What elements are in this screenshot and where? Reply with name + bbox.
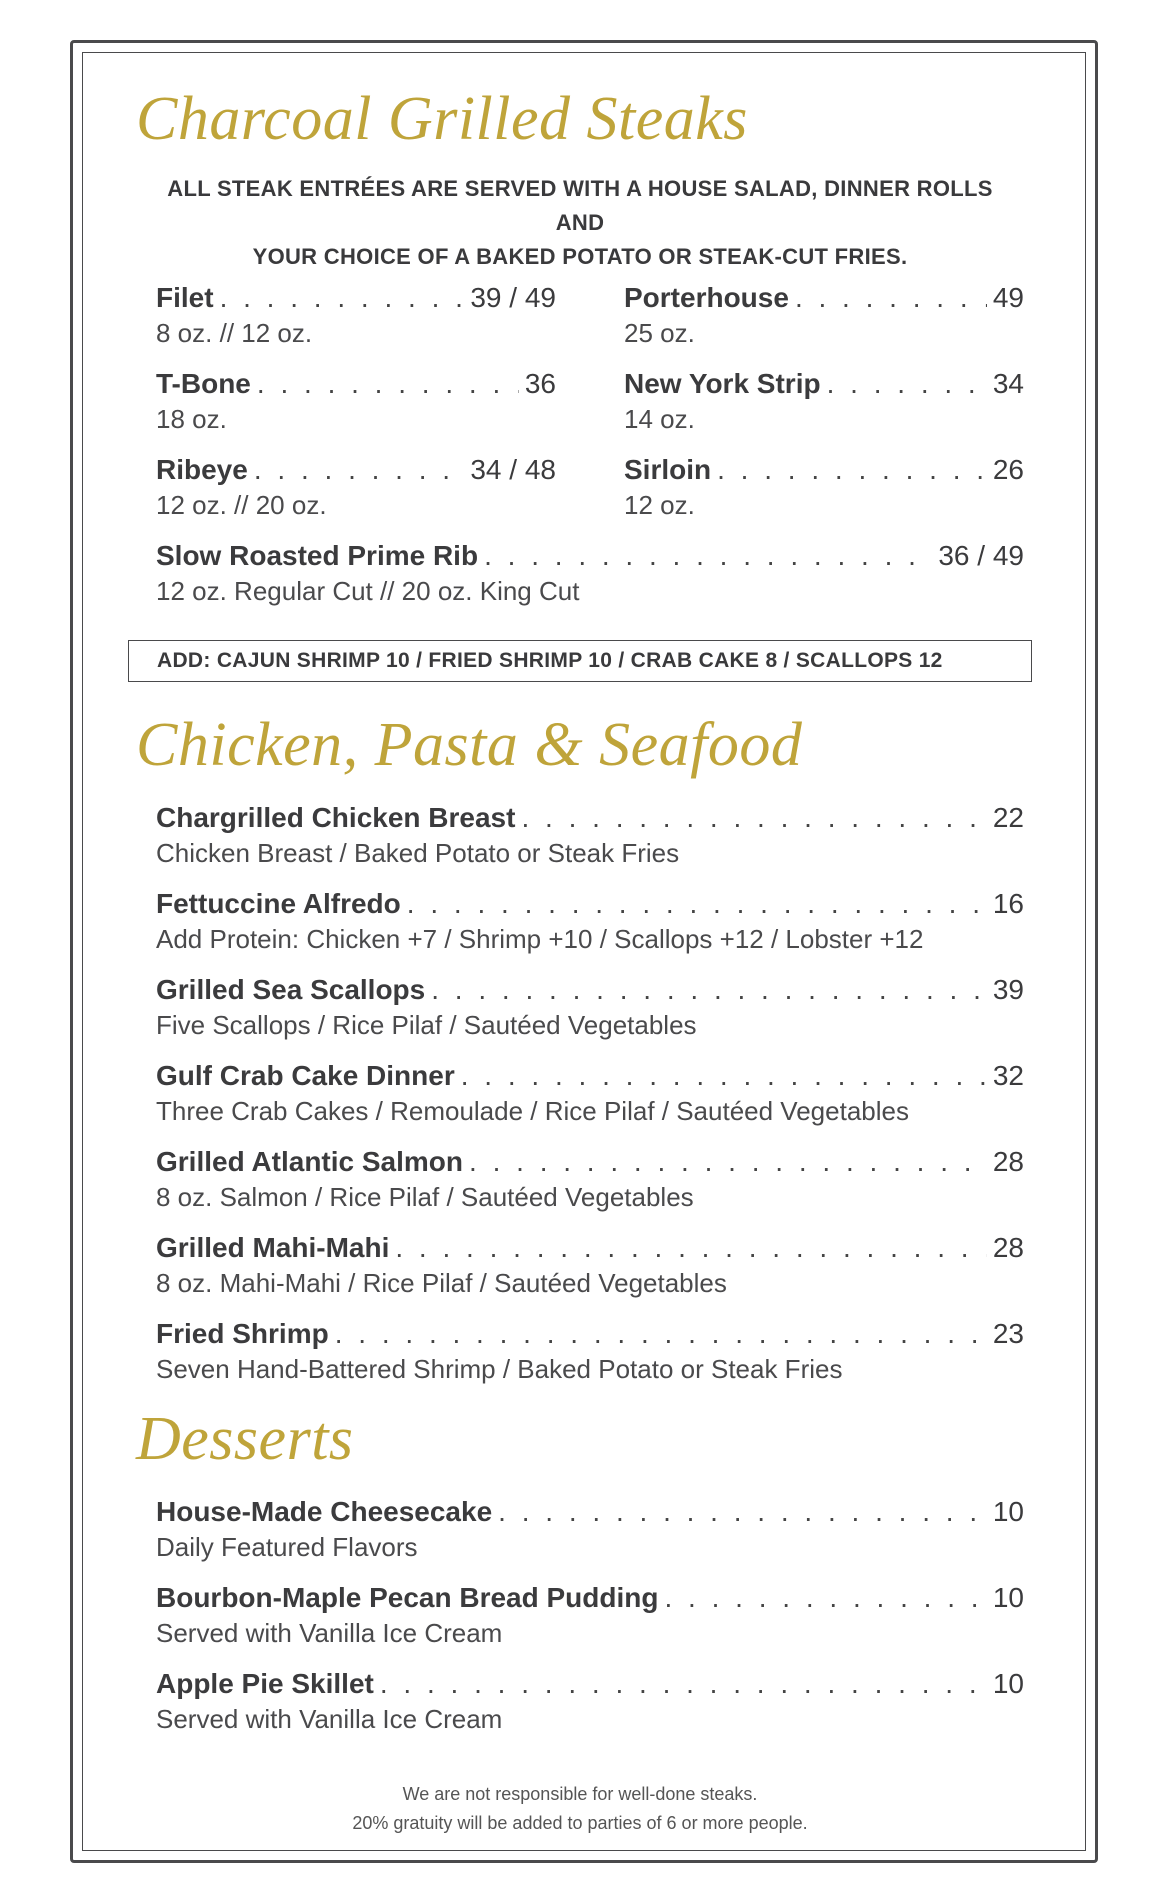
item-description: 12 oz. — [624, 490, 695, 520]
menu-item-fried-shrimp — [156, 1316, 1024, 1386]
item-name: T-Bone — [156, 368, 251, 399]
item-name: House-Made Cheesecake — [156, 1496, 493, 1527]
menu-item-grilled-atlantic-salmon — [156, 1144, 1024, 1214]
item-description: Served with Vanilla Ice Cream — [156, 1618, 503, 1648]
item-price: 34 — [992, 368, 1024, 399]
entrees-section-title: Chicken, Pasta & Seafood — [136, 711, 803, 779]
item-price: 49 — [992, 282, 1024, 313]
item-description: Three Crab Cakes / Remoulade / Rice Pilaf / Sautéed Vegetables — [156, 1096, 909, 1126]
menu-item-gulf-crab-cake — [156, 1058, 1024, 1128]
steaks-section-title: Charcoal Grilled Steaks — [136, 85, 748, 153]
item-name: New York Strip — [624, 368, 821, 399]
menu-item-grilled-mahi-mahi — [156, 1230, 1024, 1300]
item-name: Sirloin — [624, 454, 712, 485]
steaks-intro-line-1: ALL STEAK ENTRÉES ARE SERVED WITH A HOUSE SALAD, DINNER ROLLS AND — [167, 176, 993, 235]
menu-item-t-bone — [156, 366, 556, 436]
item-price: 28 — [992, 1232, 1024, 1263]
item-name: Fettuccine Alfredo — [156, 888, 401, 919]
menu-item-fettuccine-alfredo — [156, 886, 1024, 956]
dot-leader — [431, 972, 987, 1008]
menu-footer-notes — [150, 1780, 1010, 1838]
item-name: Grilled Atlantic Salmon — [156, 1146, 464, 1177]
steaks-intro-line-2: YOUR CHOICE OF A BAKED POTATO OR STEAK-CUT FRIES. — [252, 244, 908, 269]
dot-leader — [407, 886, 987, 922]
item-name: Ribeye — [156, 454, 248, 485]
item-price: 36 / 49 — [938, 540, 1024, 571]
footer-note-gratuity: 20% gratuity will be added to parties of 6 or more people. — [352, 1813, 808, 1833]
item-description: 12 oz. Regular Cut // 20 oz. King Cut — [156, 576, 580, 606]
item-description: Seven Hand-Battered Shrimp / Baked Potato or Steak Fries — [156, 1354, 843, 1384]
desserts-section-title: Desserts — [136, 1405, 354, 1473]
menu-item-porterhouse — [624, 280, 1024, 350]
item-name: Slow Roasted Prime Rib — [156, 540, 479, 571]
footer-note-well-done: We are not responsible for well-done steaks. — [402, 1784, 758, 1804]
item-name: Filet — [156, 282, 214, 313]
dot-leader — [254, 452, 465, 488]
dot-leader — [380, 1666, 987, 1702]
item-name: Porterhouse — [624, 282, 789, 313]
item-price: 34 / 48 — [470, 454, 556, 485]
item-name: Grilled Sea Scallops — [156, 974, 426, 1005]
dot-leader — [664, 1580, 986, 1616]
menu-item-new-york-strip — [624, 366, 1024, 436]
menu-item-ribeye — [156, 452, 556, 522]
item-description: 8 oz. Salmon / Rice Pilaf / Sautéed Vegetables — [156, 1182, 694, 1212]
dot-leader — [827, 366, 987, 402]
item-price: 16 — [992, 888, 1024, 919]
menu-item-filet — [156, 280, 556, 350]
dot-leader — [461, 1058, 987, 1094]
item-description: Add Protein: Chicken +7 / Shrimp +10 / Scallops +12 / Lobster +12 — [156, 924, 924, 954]
dot-leader — [521, 800, 986, 836]
item-description: 14 oz. — [624, 404, 695, 434]
item-description: Chicken Breast / Baked Potato or Steak Fries — [156, 838, 680, 868]
item-price: 10 — [992, 1668, 1024, 1699]
item-description: 25 oz. — [624, 318, 695, 348]
menu-item-apple-pie-skillet — [156, 1666, 1024, 1736]
dot-leader — [220, 280, 465, 316]
dot-leader — [257, 366, 519, 402]
item-name: Grilled Mahi-Mahi — [156, 1232, 390, 1263]
menu-item-cheesecake — [156, 1494, 1024, 1564]
dot-leader — [498, 1494, 987, 1530]
item-name: Bourbon-Maple Pecan Bread Pudding — [156, 1582, 659, 1613]
dot-leader — [795, 280, 987, 316]
menu-item-grilled-sea-scallops — [156, 972, 1024, 1042]
item-description: Five Scallops / Rice Pilaf / Sautéed Vegetables — [156, 1010, 697, 1040]
item-price: 36 — [524, 368, 556, 399]
item-price: 26 — [992, 454, 1024, 485]
menu-item-chargrilled-chicken — [156, 800, 1024, 870]
dot-leader — [717, 452, 987, 488]
item-name: Chargrilled Chicken Breast — [156, 802, 516, 833]
item-price: 10 — [992, 1582, 1024, 1613]
steaks-intro — [150, 172, 1010, 274]
item-description: 18 oz. — [156, 404, 227, 434]
item-price: 10 — [992, 1496, 1024, 1527]
item-price: 22 — [992, 802, 1024, 833]
item-price: 32 — [992, 1060, 1024, 1091]
dot-leader — [484, 538, 932, 574]
item-price: 28 — [992, 1146, 1024, 1177]
item-description: Served with Vanilla Ice Cream — [156, 1704, 503, 1734]
menu-item-bread-pudding — [156, 1580, 1024, 1650]
item-name: Gulf Crab Cake Dinner — [156, 1060, 455, 1091]
menu-item-sirloin — [624, 452, 1024, 522]
steak-addons-box: ADD: CAJUN SHRIMP 10 / FRIED SHRIMP 10 / CRAB CAKE 8 / SCALLOPS 12 — [128, 640, 1032, 682]
menu-item-prime-rib — [156, 538, 1024, 608]
item-description: 12 oz. // 20 oz. — [156, 490, 327, 520]
item-name: Apple Pie Skillet — [156, 1668, 374, 1699]
item-price: 39 / 49 — [470, 282, 556, 313]
item-name: Fried Shrimp — [156, 1318, 329, 1349]
dot-leader — [335, 1316, 987, 1352]
item-description: Daily Featured Flavors — [156, 1532, 418, 1562]
dot-leader — [395, 1230, 986, 1266]
item-description: 8 oz. Mahi-Mahi / Rice Pilaf / Sautéed Vegetables — [156, 1268, 727, 1298]
item-price: 39 — [992, 974, 1024, 1005]
item-price: 23 — [992, 1318, 1024, 1349]
item-description: 8 oz. // 12 oz. — [156, 318, 313, 348]
dot-leader — [469, 1144, 987, 1180]
